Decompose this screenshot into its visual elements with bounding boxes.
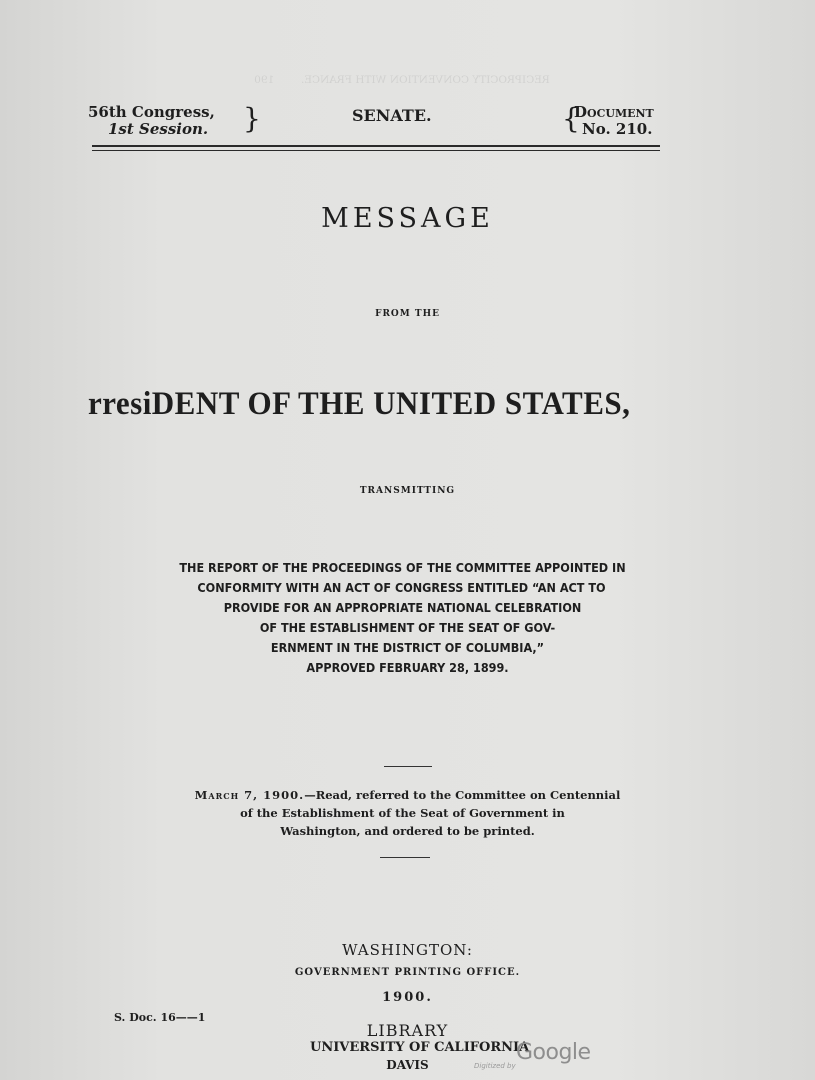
congress-label: 56th Congress, xyxy=(88,103,215,121)
google-watermark: Google xyxy=(516,1040,591,1065)
library-stamp-title: LIBRARY xyxy=(366,1021,449,1040)
report-line: APPROVED FEBRUARY 28, 1899. xyxy=(306,660,509,675)
document-label: Document xyxy=(574,103,654,121)
doc-reference: S. Doc. 16——1 xyxy=(114,1011,206,1024)
bleed-page-number: 190 xyxy=(254,74,275,86)
library-stamp-university: UNIVERSITY OF CALIFORNIA xyxy=(310,1040,530,1055)
document-no: No. 210. xyxy=(582,120,653,138)
report-description xyxy=(0,558,815,678)
separator-rule xyxy=(384,766,432,767)
report-line: OF THE ESTABLISHMENT OF THE SEAT OF GOV- xyxy=(259,620,556,635)
chamber-label: SENATE. xyxy=(352,106,432,125)
report-line: THE REPORT OF THE PROCEEDINGS OF THE COMMITTEE APPOINTED IN xyxy=(179,560,626,575)
report-line: CONFORMITY WITH AN ACT OF CONGRESS ENTITLED “AN ACT TO xyxy=(197,580,606,595)
library-stamp-campus: DAVIS xyxy=(386,1058,429,1072)
header-rule-thin xyxy=(92,150,660,151)
message-heading: MESSAGE xyxy=(321,203,494,234)
right-brace: { xyxy=(562,102,580,135)
president-heading: rresiDENT OF THE UNITED STATES, xyxy=(88,386,631,422)
referral-line: Washington, and ordered to be printed. xyxy=(280,824,535,838)
referral-date: March 7, 1900. xyxy=(194,788,305,802)
session-label: 1st Session. xyxy=(108,120,209,138)
bleed-running-head-text: RECIPROCITY CONVENTION WITH FRANCE. xyxy=(300,74,550,86)
report-line: PROVIDE FOR AN APPROPRIATE NATIONAL CELEBRATION xyxy=(223,600,582,615)
transmitting-label: TRANSMITTING xyxy=(359,486,456,496)
bleed-through-running-head xyxy=(132,72,672,88)
congress-session xyxy=(88,104,215,138)
digitized-by-label: Digitized by xyxy=(474,1062,516,1070)
from-the-label: FROM THE xyxy=(375,309,440,319)
imprint-office: GOVERNMENT PRINTING OFFICE. xyxy=(294,967,521,978)
imprint-year: 1900. xyxy=(382,990,433,1005)
imprint-city: WASHINGTON: xyxy=(342,941,473,959)
report-line: ERNMENT IN THE DISTRICT OF COLUMBIA,” xyxy=(270,640,545,655)
left-brace: } xyxy=(243,102,261,135)
separator-rule xyxy=(380,857,430,858)
header-rule-thick xyxy=(92,145,660,147)
document-number xyxy=(574,104,654,138)
referral-line: —Read, referred to the Committee on Centennial xyxy=(304,788,621,802)
referral-line: of the Establishment of the Seat of Government in xyxy=(240,806,565,820)
referral-note xyxy=(0,786,815,840)
